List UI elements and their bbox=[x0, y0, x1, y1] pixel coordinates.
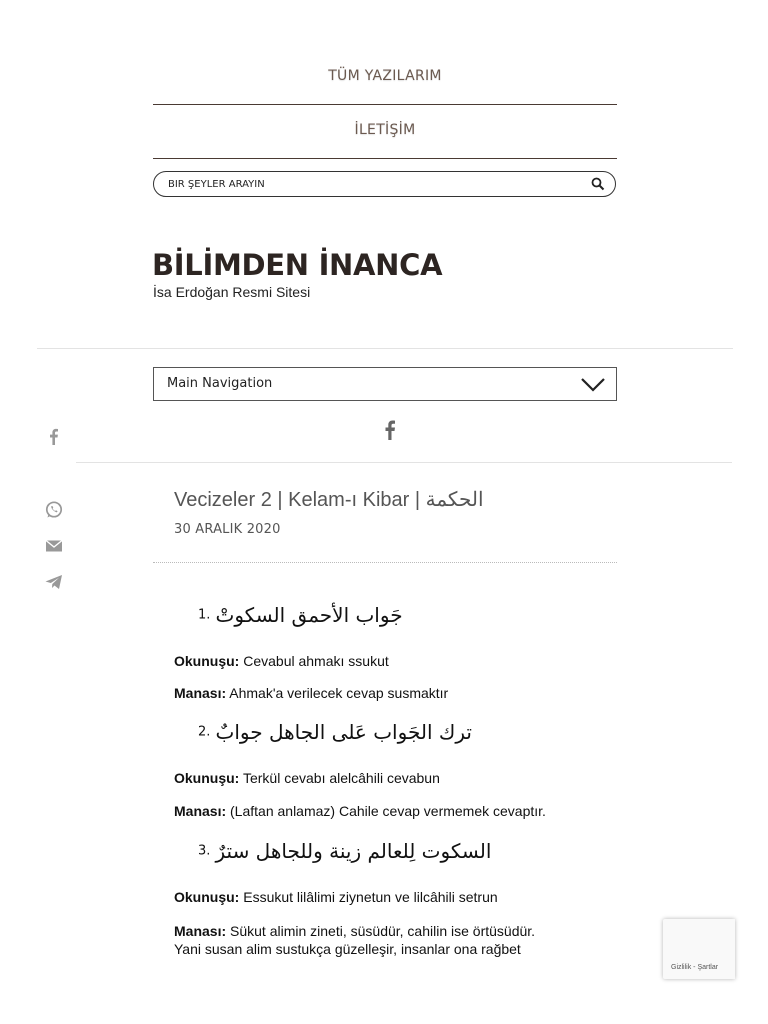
divider bbox=[76, 462, 732, 463]
okunusu-label: Okunuşu: bbox=[174, 653, 240, 669]
item-number: 2. bbox=[198, 724, 211, 740]
main-navigation-label: Main Navigation bbox=[167, 376, 273, 391]
main-navigation-select[interactable] bbox=[153, 367, 617, 401]
facebook-icon[interactable] bbox=[380, 419, 400, 441]
arabic-phrase: السكوت لِلعالم زينة وللجاهل سترٌ bbox=[215, 839, 492, 863]
divider bbox=[153, 104, 617, 105]
pronunciation-paragraph bbox=[174, 888, 614, 906]
site-title[interactable]: BİLİMDEN İNANCA bbox=[152, 248, 443, 282]
item-number: 3. bbox=[198, 843, 211, 859]
list-item bbox=[198, 603, 403, 627]
list-item bbox=[198, 839, 491, 863]
okunusu-text: Essukut lilâlimi ziynetun ve lilcâhili setrun bbox=[239, 889, 498, 905]
post-title: Vecizeler 2 | Kelam-ı Kibar | الحكمة bbox=[174, 489, 484, 511]
email-icon[interactable] bbox=[44, 536, 64, 556]
nav-contact[interactable]: İLETİŞİM bbox=[354, 122, 416, 138]
chevron-down-icon bbox=[580, 377, 606, 393]
manasi-label: Manası: bbox=[174, 803, 227, 819]
recaptcha-privacy-terms[interactable]: Gizlilik - Şartlar bbox=[671, 964, 719, 971]
manasi-label: Manası: bbox=[174, 685, 227, 701]
list-item bbox=[198, 720, 472, 744]
divider bbox=[153, 562, 617, 563]
pronunciation-paragraph bbox=[174, 652, 614, 670]
meaning-paragraph bbox=[174, 802, 614, 820]
item-number: 1. bbox=[198, 607, 211, 623]
okunusu-text: Cevabul ahmakı ssukut bbox=[239, 653, 389, 669]
search-icon[interactable] bbox=[591, 177, 605, 191]
nav-all-posts[interactable]: TÜM YAZILARIM bbox=[328, 68, 442, 84]
facebook-icon[interactable] bbox=[44, 427, 64, 447]
manasi-text: Ahmak'a verilecek cevap susmaktır bbox=[226, 685, 449, 701]
telegram-icon[interactable] bbox=[44, 572, 64, 592]
recaptcha-badge[interactable] bbox=[663, 919, 735, 979]
search-box bbox=[153, 171, 616, 197]
okunusu-label: Okunuşu: bbox=[174, 889, 240, 905]
divider bbox=[37, 348, 733, 349]
meaning-paragraph bbox=[174, 922, 614, 958]
divider bbox=[153, 158, 617, 159]
pronunciation-paragraph bbox=[174, 769, 614, 787]
manasi-label: Manası: bbox=[174, 923, 227, 939]
arabic-phrase: ترك الجَواب عَلى الجاهل جوابٌ bbox=[215, 720, 472, 744]
arabic-phrase: جَواب الأحمق السكوتْ bbox=[215, 603, 403, 627]
okunusu-label: Okunuşu: bbox=[174, 770, 240, 786]
site-tagline: İsa Erdoğan Resmi Sitesi bbox=[153, 284, 311, 300]
meaning-paragraph bbox=[174, 684, 614, 702]
okunusu-text: Terkül cevabı alelcâhili cevabun bbox=[239, 770, 440, 786]
manasi-text: (Laftan anlamaz) Cahile cevap vermemek cevaptır. bbox=[226, 803, 546, 819]
post-date: 30 ARALIK 2020 bbox=[174, 522, 281, 537]
manasi-text: Sükut alimin zineti, süsüdür, cahilin ise örtüsüdür. bbox=[226, 923, 536, 939]
search-input[interactable] bbox=[168, 175, 578, 193]
whatsapp-icon[interactable] bbox=[44, 500, 64, 520]
manasi-continuation: Yani susan alim sustukça güzelleşir, insanlar ona rağbet bbox=[174, 941, 521, 957]
